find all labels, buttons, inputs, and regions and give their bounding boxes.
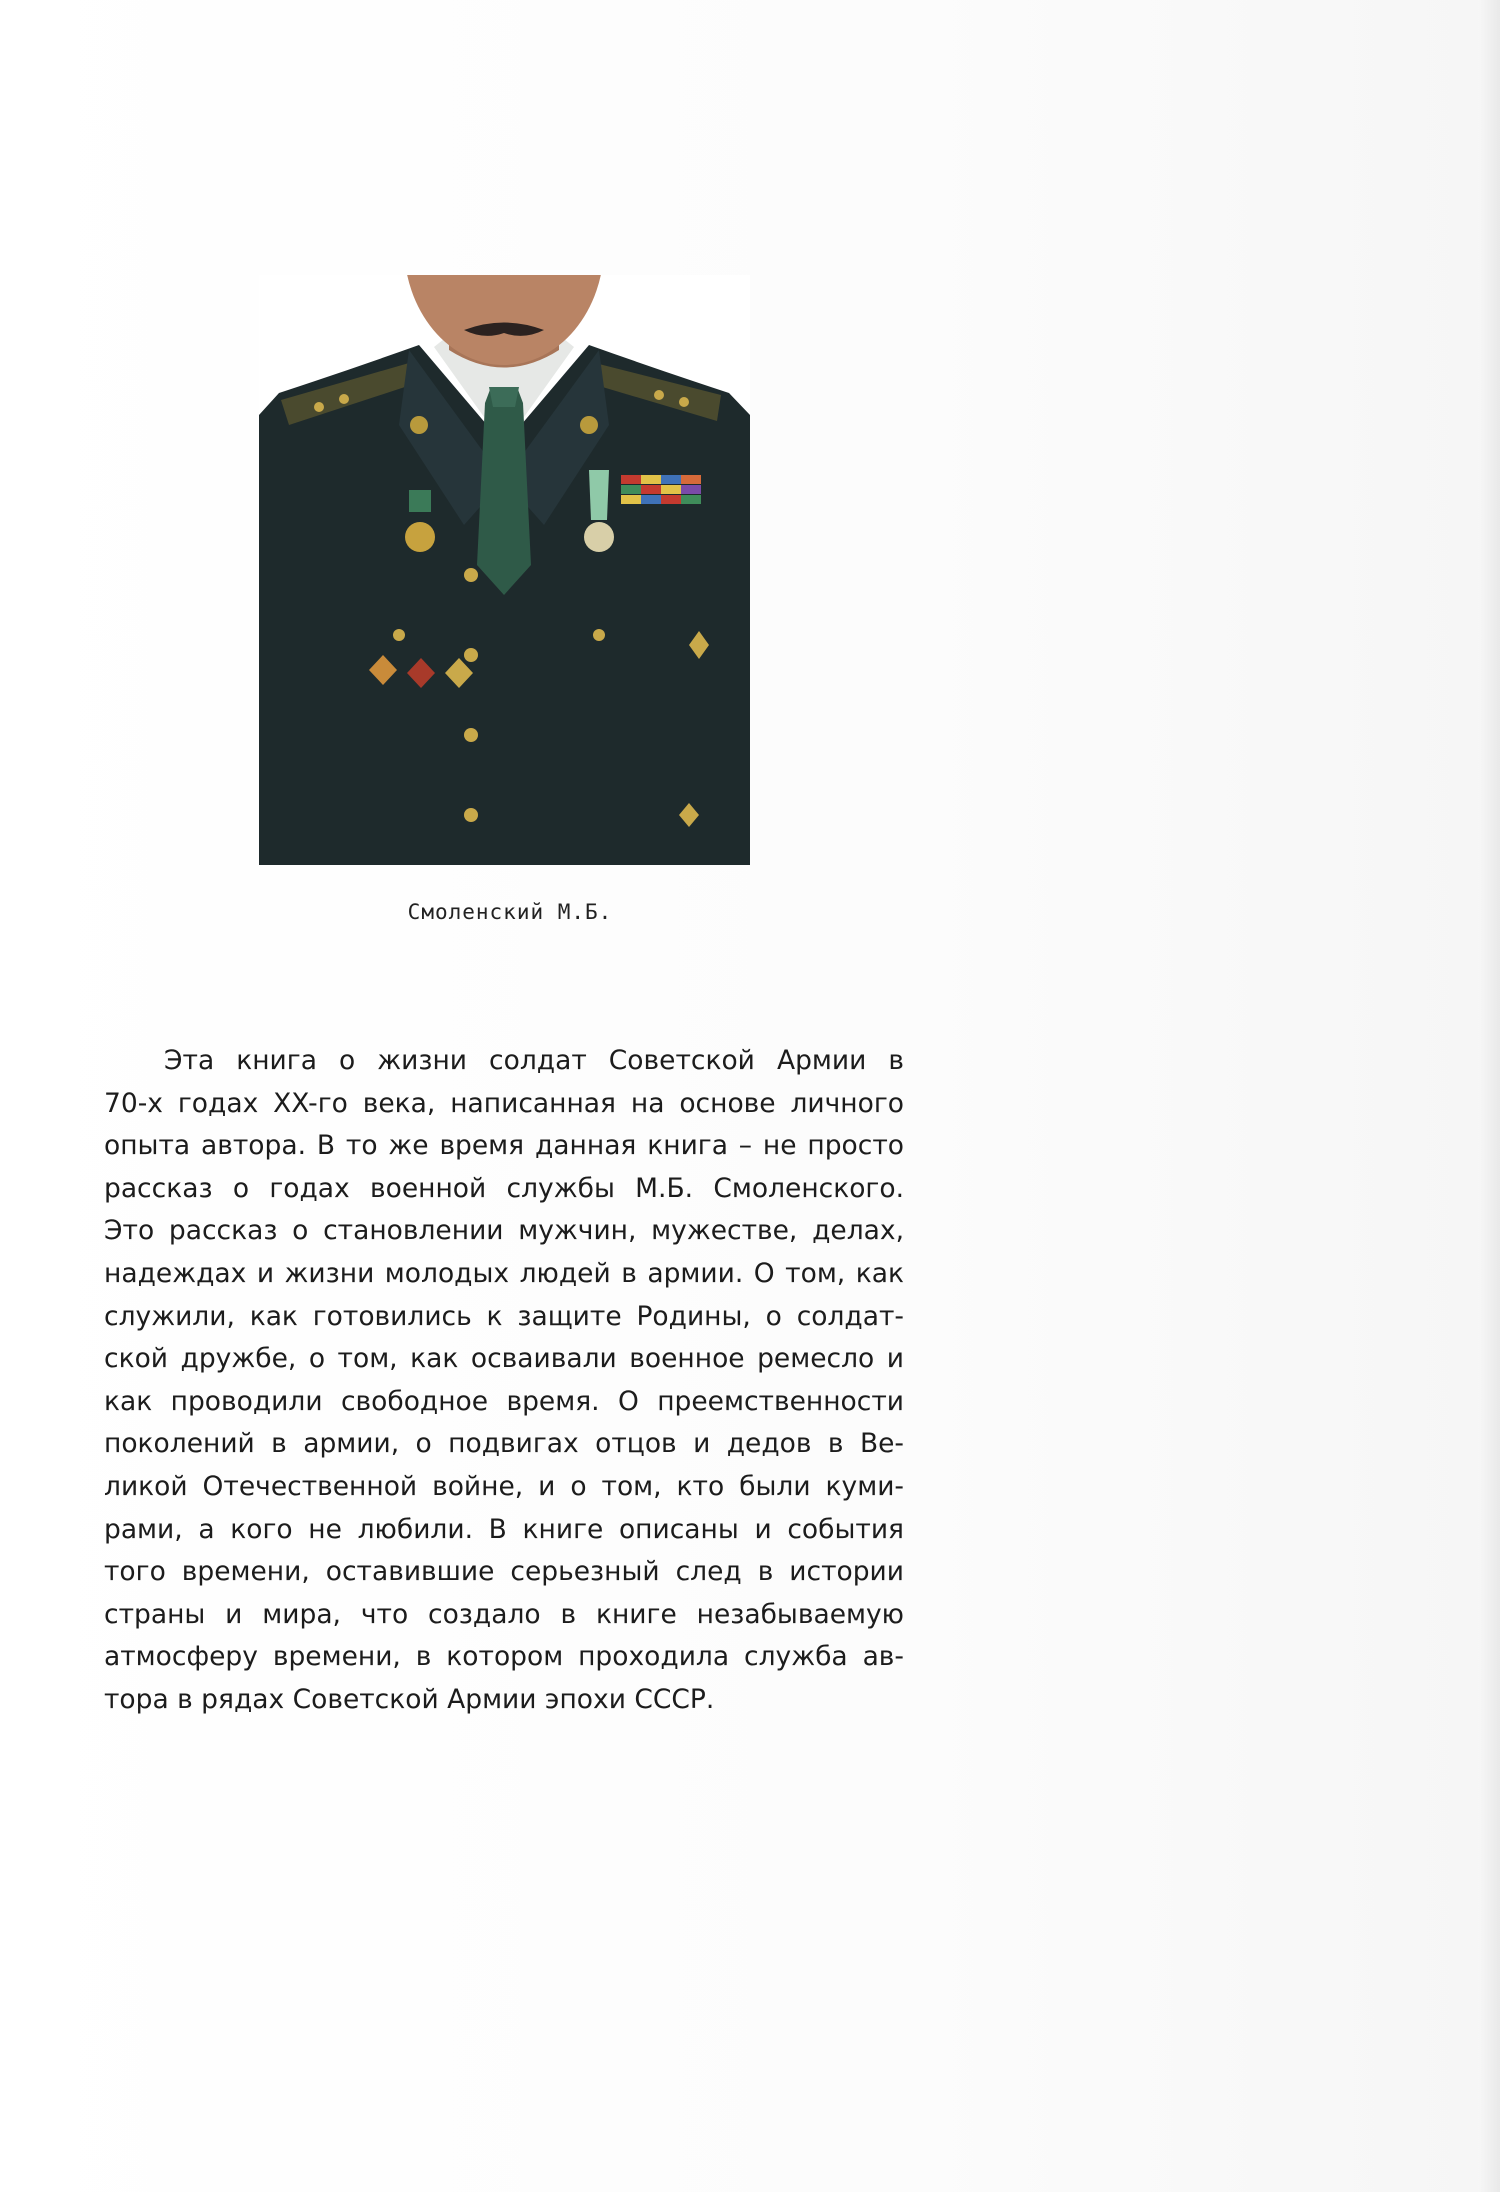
- blurb-line: рассказ о годах военной службы М.Б. Смоленского.: [104, 1172, 904, 1204]
- blurb-line: служили, как готовились к защите Родины, о солдат-: [104, 1300, 904, 1332]
- photo-caption: Смоленский М.Б.: [407, 900, 613, 924]
- book-blurb-paragraph: [104, 1040, 904, 1722]
- blurb-line: страны и мира, что создало в книге незабываемую: [104, 1598, 904, 1630]
- blurb-line: Это рассказ о становлении мужчин, мужестве, делах,: [104, 1215, 904, 1247]
- blurb-line: того времени, оставившие серьезный след в истории: [104, 1556, 904, 1588]
- blurb-line: Эта книга о жизни солдат Советской Армии в: [164, 1045, 904, 1076]
- author-portrait-photo: [259, 275, 750, 865]
- blurb-line: ликой Отечественной войне, и о том, кто были куми-: [104, 1470, 904, 1502]
- blurb-line: рами, а кого не любили. В книге описаны и события: [104, 1513, 904, 1545]
- blurb-line: опыта автора. В то же время данная книга – не просто: [104, 1130, 904, 1162]
- blurb-line: ской дружбе, о том, как осваивали военное ремесло и: [104, 1343, 904, 1375]
- blurb-line: надеждах и жизни молодых людей в армии. О том, как: [104, 1257, 904, 1289]
- blurb-line: поколений в армии, о подвигах отцов и дедов в Ве-: [104, 1428, 904, 1460]
- blurb-line: как проводили свободное время. О преемственности: [104, 1385, 904, 1417]
- blurb-line: атмосферу времени, в котором проходила служба ав-: [104, 1641, 904, 1673]
- page-edge-shadow: [1478, 0, 1500, 2192]
- blurb-line: тора в рядах Советской Армии эпохи СССР.: [104, 1683, 715, 1715]
- blurb-line: 70-х годах XX-го века, написанная на основе личного: [104, 1087, 904, 1119]
